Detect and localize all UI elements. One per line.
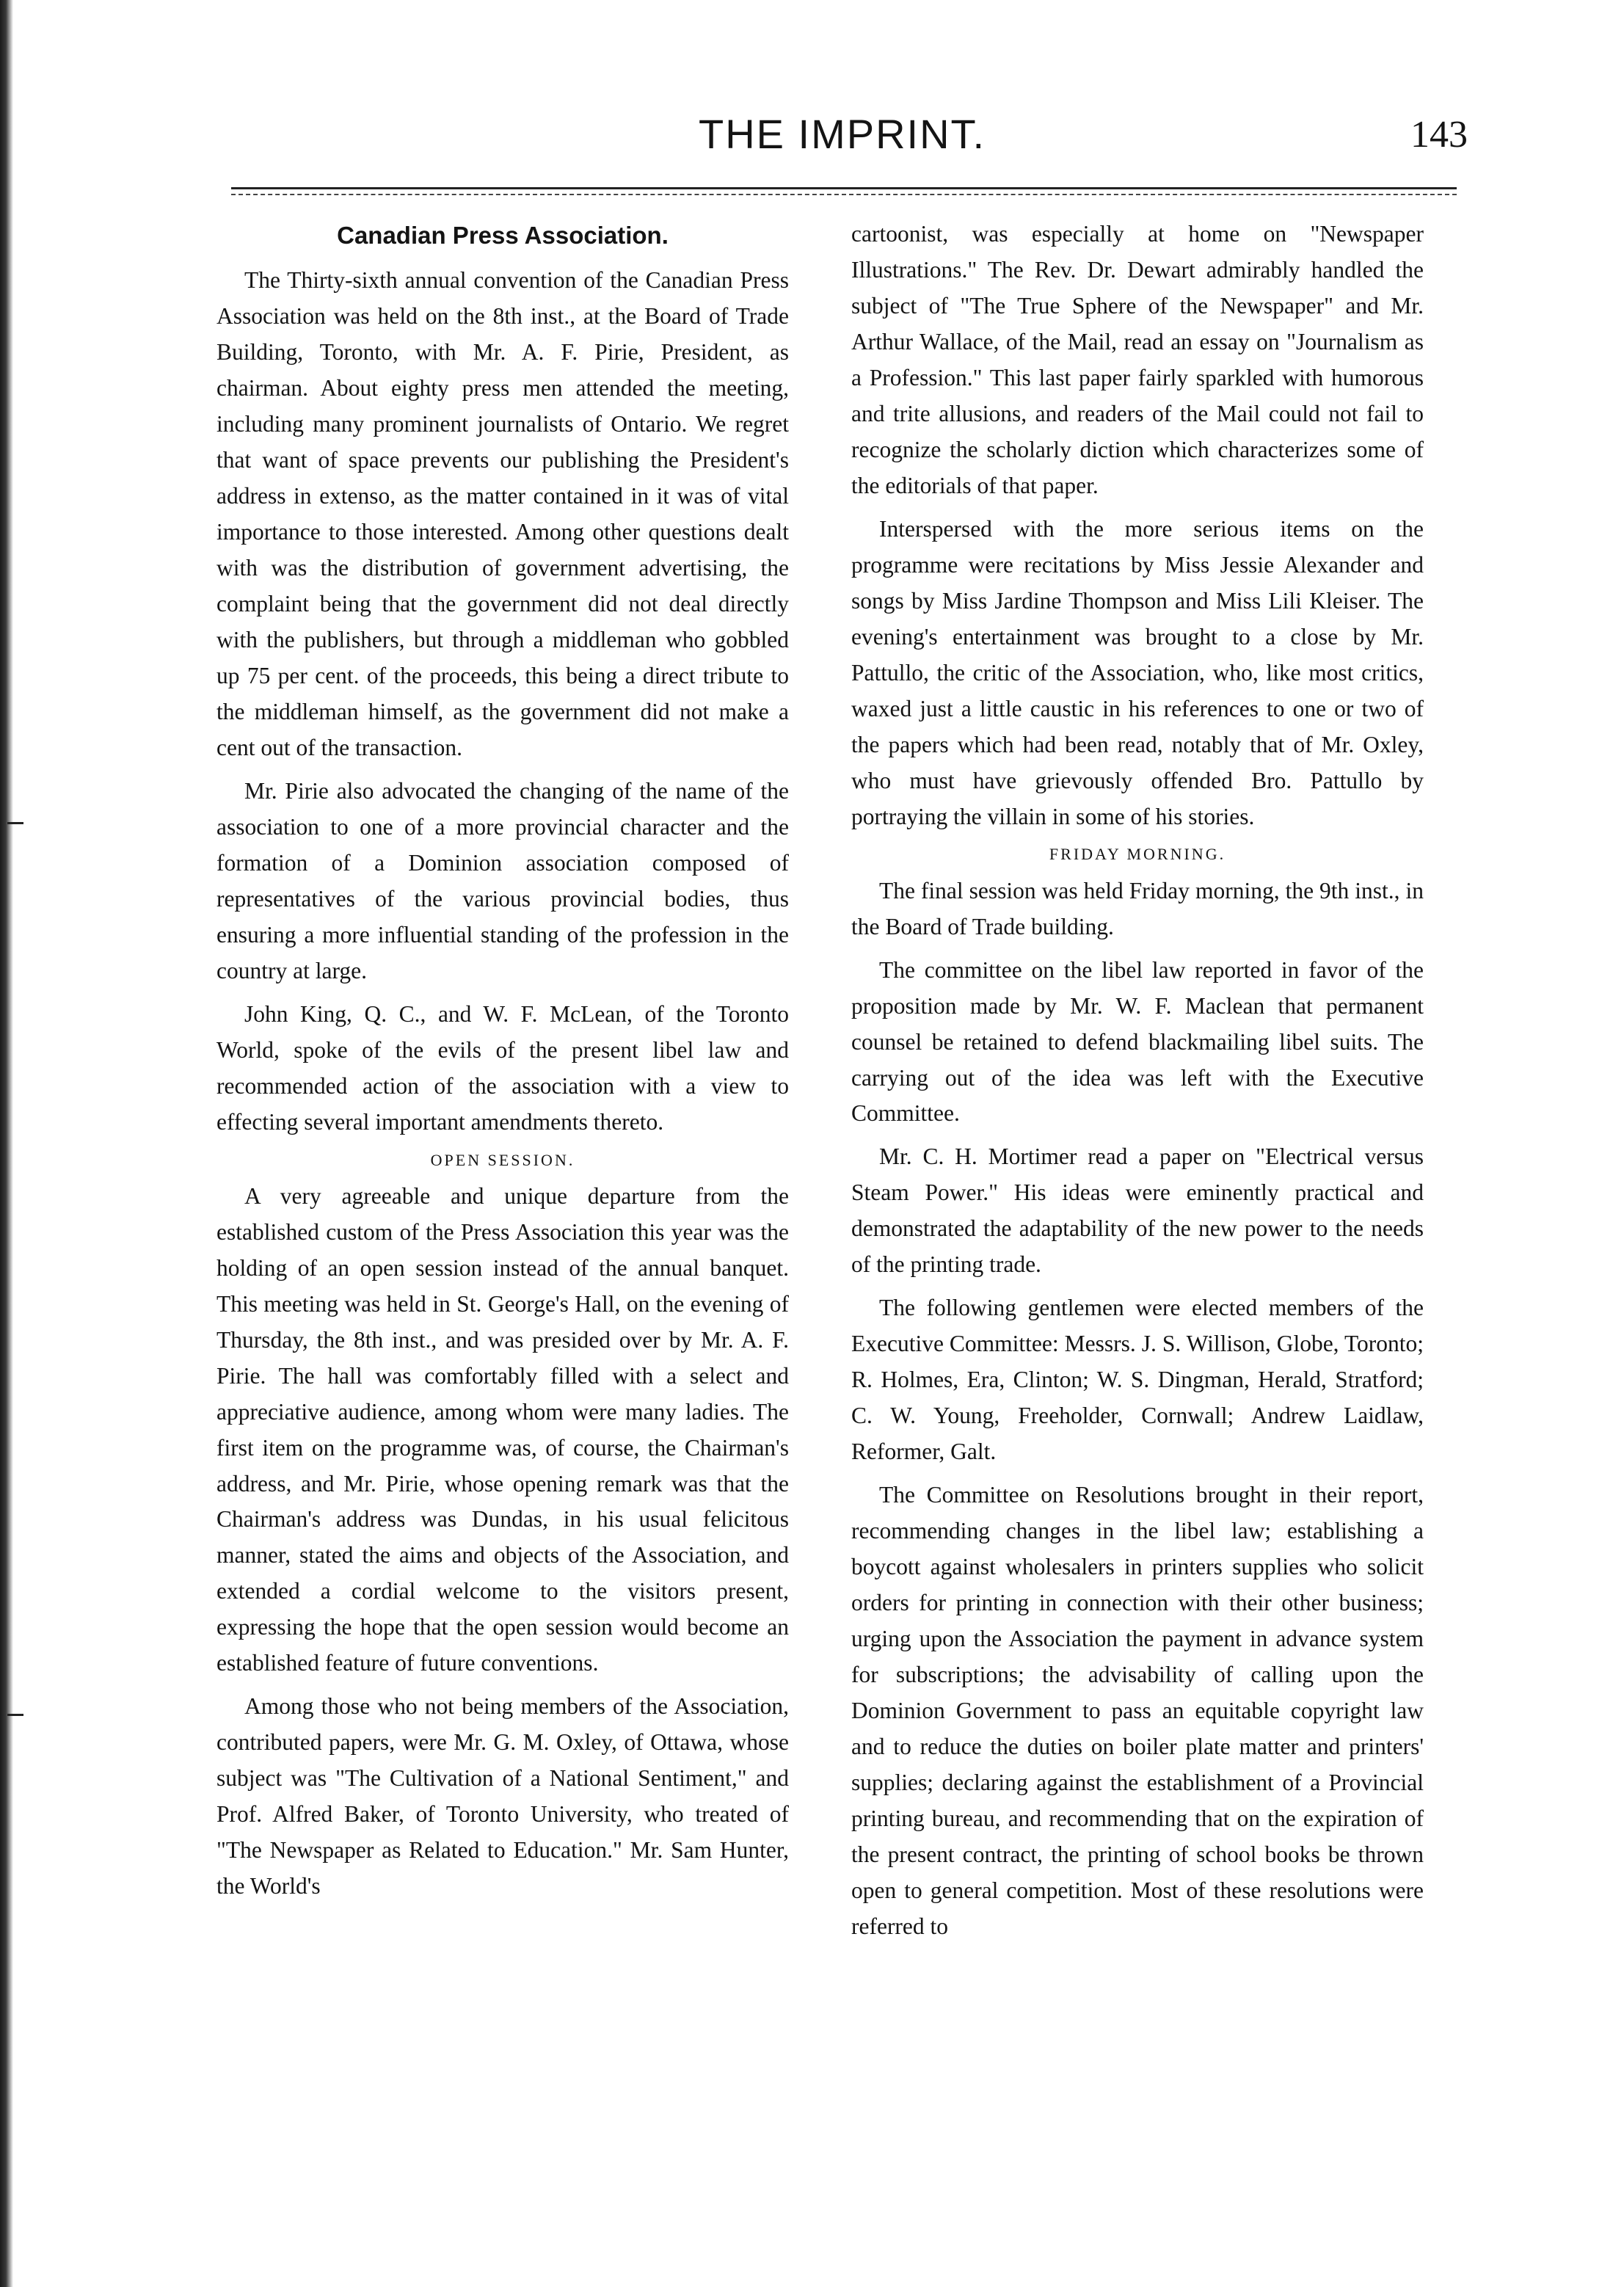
scan-mark (7, 1714, 23, 1716)
paragraph: The Thirty-sixth annual convention of the Canadian Press Association was held on the 8th inst., at the Board of Trade Building, Toronto, with Mr. A. F. Pirie, President, as chairman. About eighty press men attended the meeting, including many prominent journalists of Ontario. We regret that want of space prevents our publishing the President's address in extenso, as the matter contained in it was of vital importance to those interested. Among other questions dealt with was the distribution of government advertising, the complaint being that the government did not deal directly with the publishers, but through a middleman who gobbled up 75 per cent. of the proceeds, this being a direct tribute to the middleman himself, as the government did not make a cent out of the transaction. (216, 267, 789, 760)
paragraph: Mr. Pirie also advocated the changing of the name of the association to one of a more provincial character and the formation of a Dominion association composed of representatives of the various provincial bodies, thus ensuring a more influential standing of the profession in the country at large. (216, 777, 789, 983)
paragraph: Among those who not being members of the Association, contributed papers, were Mr. G. M. Oxley, of Ottawa, whose subject was "The Cultivation of a National Sentiment," and Prof. Alfred Baker, of Toronto University, who treated of "The Newspaper as Related to Education." Mr. Sam Hunter, the World's (216, 1693, 789, 1899)
header-rule (231, 187, 1457, 192)
paragraph: The following gentlemen were elected members of the Executive Committee: Messrs. J. S. Willison, Globe, Toronto; R. Holmes, Era, Clinton; W. S. Dingman, Herald, Stratford; C. W. Young, Freeholder, Cornwall; Andrew Laidlaw, Reformer, Galt. (851, 1295, 1424, 1465)
left-column (216, 217, 789, 1912)
right-column (851, 217, 1424, 1952)
section-subheading: OPEN SESSION. (430, 1150, 575, 1169)
page-number: 143 (1410, 114, 1468, 156)
running-head (220, 110, 1468, 176)
scan-mark (7, 822, 23, 824)
section-subheading: FRIDAY MORNING. (1049, 845, 1226, 864)
paragraph-continued: cartoonist, was especially at home on "Newspaper Illustrations." The Rev. Dr. Dewart admirably handled the subject of "The True Sphere of the Newspaper" and Mr. Arthur Wallace, of the Mail, read an essay on "Journalism as a Profession." This last paper fairly sparkled with humorous and trite allusions, and readers of the Mail could not fail to recognize the scholarly diction which characterizes some of the editorials of that paper. (851, 221, 1424, 498)
paragraph: John King, Q. C., and W. F. McLean, of the Toronto World, spoke of the evils of the present libel law and recommended action of the association with a view to effecting several important amendments thereto. (216, 1000, 789, 1135)
scan-binding-edge (0, 0, 13, 2287)
paragraph: The committee on the libel law reported in favor of the proposition made by Mr. W. F. Maclean that permanent counsel be retained to defend blackmailing libel suits. The carrying out of the idea was left with the Executive Committee. (851, 956, 1424, 1127)
paragraph: Interspersed with the more serious items on the programme were recitations by Miss Jessie Alexander and songs by Miss Jardine Thompson and Miss Lili Kleiser. The evening's entertainment was brought to a close by Mr. Pattullo, the critic of the Association, who, like most critics, waxed just a little caustic in his references to one or two of the papers which had been read, notably that of Mr. Oxley, who must have grievously offended Bro. Pattullo by portraying the villain in some of his stories. (851, 515, 1424, 829)
article-title: Canadian Press Association. (337, 222, 669, 249)
paragraph: A very agreeable and unique departure from the established custom of the Press Association this year was the holding of an open session instead of the annual banquet. This meeting was held in St. George's Hall, on the evening of Thursday, the 8th inst., and was presided over by Mr. A. F. Pirie. The hall was comfortably filled with a select and appreciative audience, among whom were many ladies. The first item on the programme was, of course, the Chairman's address, and Mr. Pirie, whose opening remark was that the Chairman's address was Dundas, in his usual felicitous manner, stated the aims and objects of the Association, and extended a cordial welcome to the visitors present, expressing the hope that the open session would become an established feature of future conventions. (216, 1182, 789, 1676)
paragraph: Mr. C. H. Mortimer read a paper on "Electrical versus Steam Power." His ideas were eminently practical and demonstrated the adaptability of the new power to the needs of the printing trade. (851, 1144, 1424, 1278)
paragraph: The final session was held Friday morning, the 9th inst., in the Board of Trade building. (851, 877, 1424, 939)
paragraph: The Committee on Resolutions brought in their report, recommending changes in the libel law; establishing a boycott against wholesalers in printers supplies who solicit orders for printing in connection with their other business; urging upon the Association the payment in advance system for subscriptions; the advisability of calling upon the Dominion Government to pass an equitable copyright law and to reduce the duties on boiler plate matter and printers' supplies; declaring against the establishment of a Provincial printing bureau, and recommending that on the expiration of the present contract, the printing of school books be thrown open to general competition. Most of these resolutions were referred to (851, 1482, 1424, 1939)
publication-title: THE IMPRINT. (699, 111, 986, 157)
header-rule-secondary (231, 194, 1457, 195)
